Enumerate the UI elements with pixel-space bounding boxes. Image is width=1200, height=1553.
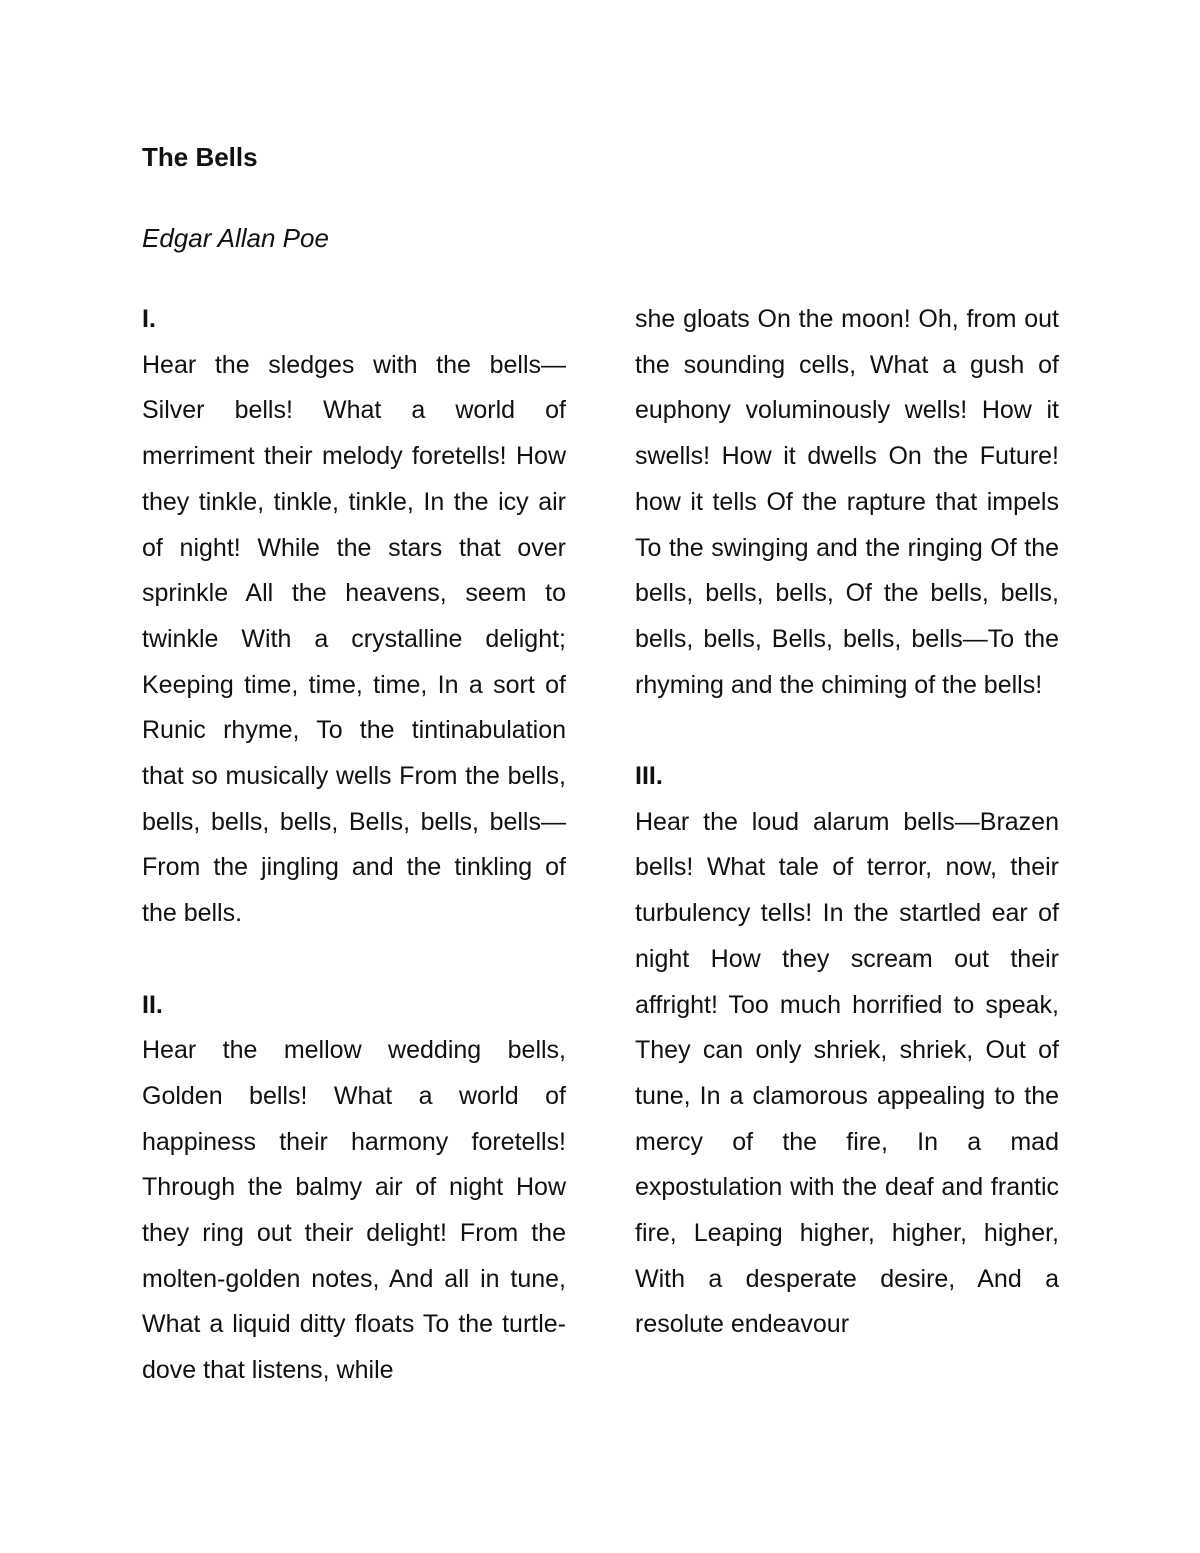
- stanza-3-text: Hear the loud alarum bells—Brazen bells! What tale of terror, now, their turbulency tells! In the startled ear of night How they scream out their affright! Too much horrified to speak, They can only shriek, shriek, Out of tune, In a clamorous appealing to the mercy of the fire, In a mad expostulation with the deaf and frantic fire, Leaping higher, higher, higher, With a desperate desire, And a resolute endeavour: [635, 807, 1059, 1339]
- poem-author: Edgar Allan Poe: [142, 223, 329, 253]
- section-heading-2: II.: [142, 990, 163, 1019]
- section-heading-1: I.: [142, 305, 156, 333]
- right-column: [635, 297, 1059, 1348]
- stanza-1-text: Hear the sledges with the bells— Silver bells! What a world of merriment their melody foretells! How they tinkle, tinkle, tinkle, In the icy air of night! While the stars that over sprinkle All the heavens, seem to twinkle With a crystalline delight; Keeping time, time, time, In a sort of Runic rhyme, To the tintinabulation that so musically wells From the bells, bells, bells, bells, Bells, bells, bells—From the jingling and the tinkling of the bells.: [142, 350, 566, 928]
- stanza-2-continuation: she gloats On the moon! Oh, from out the sounding cells, What a gush of euphony voluminously wells! How it swells! How it dwells On the Future! how it tells Of the rapture that impels To the swinging and the ringing Of the bells, bells, bells, Of the bells, bells, bells, bells, Bells, bells, bells—To the rhyming and the chiming of the bells!: [635, 305, 1059, 699]
- stanza-gap: [635, 708, 1059, 754]
- poem-title: The Bells: [142, 142, 258, 172]
- left-column: [142, 297, 566, 1394]
- section-heading-3: III.: [635, 762, 663, 791]
- stanza-gap: [142, 937, 566, 983]
- stanza-2-text: Hear the mellow wedding bells, Golden bells! What a world of happiness their harmony foretells! Through the balmy air of night How they ring out their delight! From the molten-golden notes, And all in tune, What a liquid ditty floats To the turtle-dove that listens, while: [142, 1036, 566, 1385]
